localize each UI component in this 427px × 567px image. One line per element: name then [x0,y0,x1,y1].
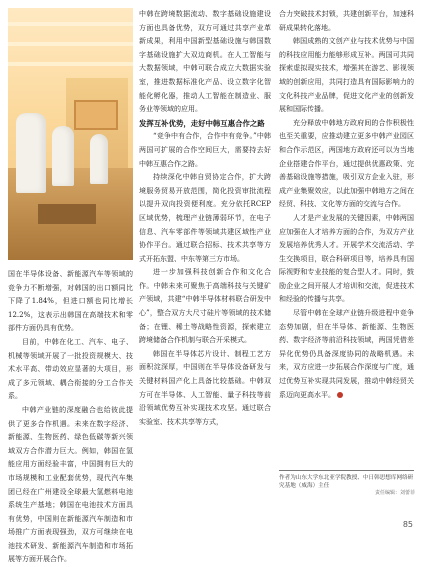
paragraph: 中韩在跨境数据流动、数字基础设施建设方面也具备优势，双方可通过共享产业革新成果，利用中国新型基础设施与韩国数字基础设施扩大双边商机。在人工智能与大数据领域，中韩可联合成立大数据实验室，推进数据标准化产品、设立数字化智能化孵化器，推动人工智能在制造业、服务业等领域的应用。 [139,10,271,114]
end-mark-icon [337,392,343,398]
paragraph: “竞争中有合作，合作中有竞争。”中韩两国可扩展的合作空间巨大，需要持去好中韩互惠合作之路。 [139,132,271,168]
column-right [279,8,414,402]
paragraph: 充分释放中韩地方政府间的合作积极性也至关重要，应推动建立更多中韩产业园区和合作示范区，两国地方政府还可以为当地企业搭建合作平台，通过提供优惠政策、完善基础设施等措施，吸引双方企业入驻，形成产业集聚效应，以此加强中韩地方之间在经贸、科技、文化等方面的交流与合作。 [279,118,414,209]
paragraph: 国在半导体设备、新能源汽车等领域的竞争力不断增强，对韩国的出口额同比下降了1.84%，但进口额也同比增长12.2%，这表示出韩国在高端技术和零部件方面仍具有优势。 [8,270,133,333]
paragraph [279,307,414,402]
paragraph-text: 尽管中韩在全球产业链升级进程中竞争态势加剧，但在半导体、新能源、生物医药、数字经济等前沿科技领域，两国凭借差异化优势仍具备深度协同的战略机遇。未来，双方应进一步拓展合作深度与广度，通过优势互补实现共同发展，推动中韩经贸关系迈向更高水平。 [279,309,414,399]
paragraph: 人才是产业发展的关键因素，中韩两国应加强在人才培养方面的合作，为双方产业发展培养优秀人才。开展学术交流活动、学生交换项目，联合科研项目等，培养具有国际视野和专业技能的复合型人才。同时，鼓励企业之间开展人才培训和交流，促进技术和经验的传播与共享。 [279,213,414,304]
paragraph: 韩国成熟的文创产业与技术优势与中国的科技应用能力能够形成互补。两国可共同探索虚拟现实技术，增强其在游艺、影视领域的创新应用，共同打造具有国际影响力的文化科技产业品牌，促进文化产业的创新发展和国际传播。 [279,37,414,114]
column-middle [139,8,271,429]
page-number: 85 [402,520,413,529]
paragraph: 持续深化中韩自贸协定合作，扩大跨境服务贸易开放范围，简化投资审批流程以提升双向投资便利度。充分依托RCEP区域优势，梳理产业链薄弱环节，在电子信息、汽车零部件等领域共建区域性产业协作平台。通过联合招标、技术共享等方式开拓东盟、中东等第三方市场。 [139,173,271,263]
section-heading: 发挥互补优势，走好中韩互惠合作之路 [139,118,265,128]
column-left [8,268,133,567]
editor-credit: 责任编辑：刘蕾菲 [374,490,415,496]
factory-photo [8,8,133,260]
paragraph: 中韩产业链的深度融合也给彼此提供了更多合作机遇。未来在数字经济、新能源、生物医药、绿色低碳等新兴领域双方合作潜力巨大。例如，韩国在氢能应用方面经验丰富，中国拥有巨大的市场规模和工业配套优势，现代汽车集团已经在广州建设全球最大氢燃料电池系统生产基地；韩国在电池技术方面具有优势，中国则在新能源汽车制造和市场推广方面表现强劲，双方可继续在电池技术研发、新能源汽车制造和市场拓展等方面开展合作。 [8,405,133,564]
author-note: 作者为山东大学东北亚学院教授、中日韩思想库网络研究基地（威海）主任 [279,470,414,490]
paragraph: 合力突破技术封锁，共建创新平台，加速科研成果转化落地。 [279,10,414,32]
paragraph: 目前，中韩在化工、汽车、电子、机械等领域开展了一批投资规模大、技术水平高、带动效应显著的大项目，形成了多元领域、耦合衔接的分工合作关系。 [8,337,133,401]
paragraph: 进一步加强科技创新合作和文化合作。中韩未来可聚焦于高端科技与关键矿产领域，共建“中韩半导体材料联合研发中心”，整合双方大尺寸硅片等领域的技术储备；在锂、稀土等战略性资源，探索建立跨境储备合作机制与联合开采模式。 [139,268,271,345]
paragraph: 韩国在半导体芯片设计、制程工艺方面积淀深厚，中国则在半导体设备研发与关键材料国产化上具备比较基础。中韩双方可在半导体、人工智能、量子科技等前沿领域优势互补实现技术攻坚。通过联合实验室、技术共享等方式， [139,349,271,426]
